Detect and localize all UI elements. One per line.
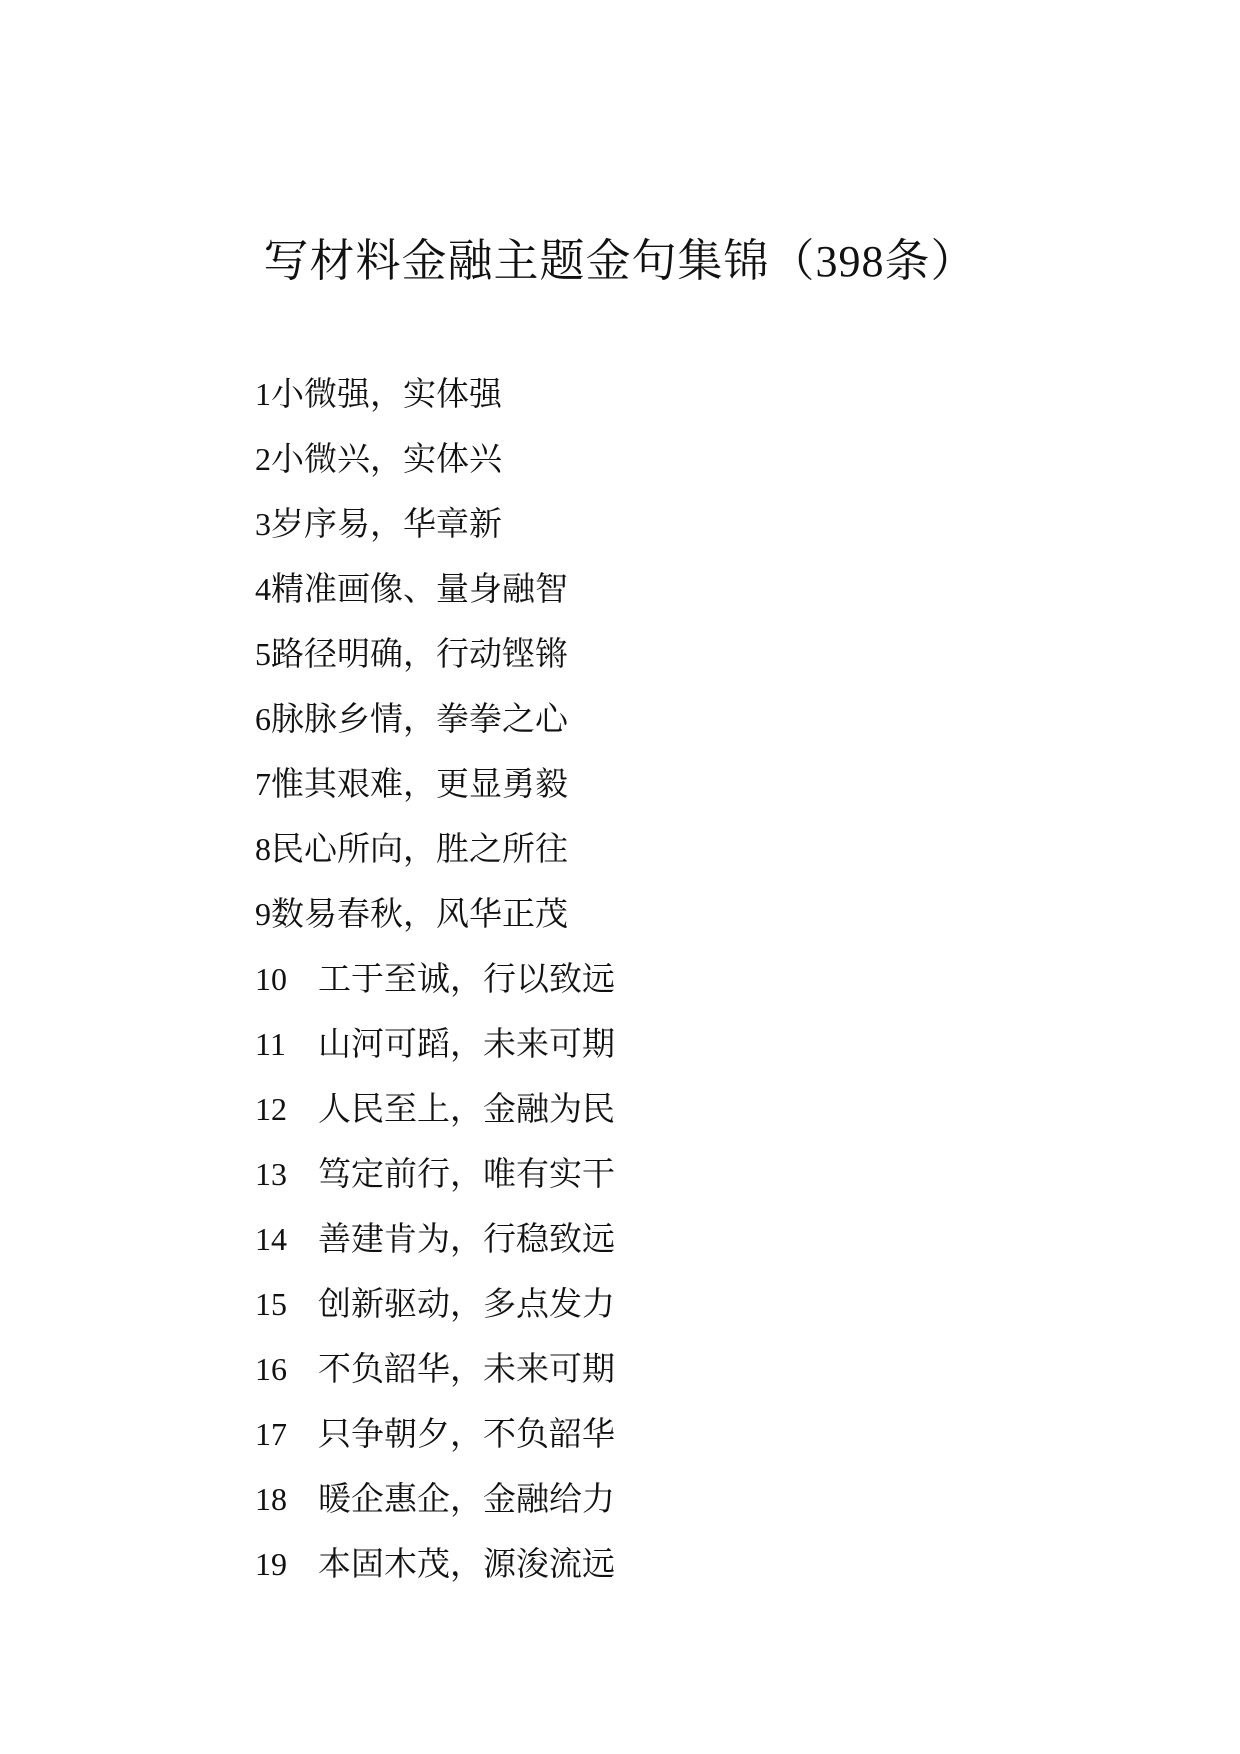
item-number: 19 — [255, 1545, 287, 1582]
item-text: 惟其艰难，更显勇毅 — [271, 763, 568, 803]
list-item — [255, 946, 615, 1011]
list-item — [255, 1011, 615, 1076]
item-text: 不负韶华，未来可期 — [318, 1348, 615, 1388]
item-number: 18 — [255, 1480, 287, 1517]
item-text: 小微强，实体强 — [271, 373, 502, 413]
item-number: 12 — [255, 1090, 287, 1127]
item-number: 15 — [255, 1285, 287, 1322]
item-text: 脉脉乡情，拳拳之心 — [271, 698, 568, 738]
item-number: 14 — [255, 1220, 287, 1257]
list-item — [255, 751, 615, 816]
item-number: 3 — [255, 505, 271, 542]
item-text: 笃定前行，唯有实干 — [318, 1153, 615, 1193]
list-item — [255, 556, 615, 621]
title-count: 398 — [815, 237, 885, 286]
list-item — [255, 881, 615, 946]
title-suffix: 条） — [884, 234, 977, 287]
list-item — [255, 1141, 615, 1206]
item-number: 8 — [255, 830, 271, 867]
title-prefix: 写材料金融主题金句集锦（ — [263, 234, 816, 287]
item-number: 16 — [255, 1350, 287, 1387]
list-item — [255, 361, 615, 426]
item-number: 10 — [255, 960, 287, 997]
item-text: 山河可蹈，未来可期 — [318, 1023, 615, 1063]
item-text: 精准画像、量身融智 — [271, 568, 568, 608]
item-text: 小微兴，实体兴 — [271, 438, 502, 478]
item-number: 4 — [255, 570, 271, 607]
item-number: 2 — [255, 440, 271, 477]
item-number: 13 — [255, 1155, 287, 1192]
list-item — [255, 686, 615, 751]
item-number: 5 — [255, 635, 271, 672]
item-text: 路径明确，行动铿锵 — [271, 633, 568, 673]
item-text: 暖企惠企，金融给力 — [318, 1478, 615, 1518]
list-item — [255, 1531, 615, 1596]
item-number: 6 — [255, 700, 271, 737]
item-number: 1 — [255, 375, 271, 412]
item-text: 人民至上，金融为民 — [318, 1088, 615, 1128]
list-item — [255, 1271, 615, 1336]
list-item — [255, 426, 615, 491]
item-text: 民心所向，胜之所往 — [271, 828, 568, 868]
list-item — [255, 1336, 615, 1401]
item-number: 9 — [255, 895, 271, 932]
item-text: 只争朝夕，不负韶华 — [318, 1413, 615, 1453]
list-item — [255, 1466, 615, 1531]
list-item — [255, 491, 615, 556]
item-text: 岁序易，华章新 — [271, 503, 502, 543]
list-item — [255, 1401, 615, 1466]
list-item — [255, 1076, 615, 1141]
list-item — [255, 816, 615, 881]
item-number: 11 — [255, 1025, 286, 1062]
phrase-list — [255, 361, 615, 1596]
item-text: 善建肯为，行稳致远 — [318, 1218, 615, 1258]
item-number: 7 — [255, 765, 271, 802]
item-text: 数易春秋，风华正茂 — [271, 893, 568, 933]
page-title — [0, 226, 1240, 297]
list-item — [255, 621, 615, 686]
item-text: 工于至诚，行以致远 — [318, 958, 615, 998]
item-text: 创新驱动，多点发力 — [318, 1283, 615, 1323]
list-item — [255, 1206, 615, 1271]
item-text: 本固木茂，源浚流远 — [318, 1543, 615, 1583]
item-number: 17 — [255, 1415, 287, 1452]
